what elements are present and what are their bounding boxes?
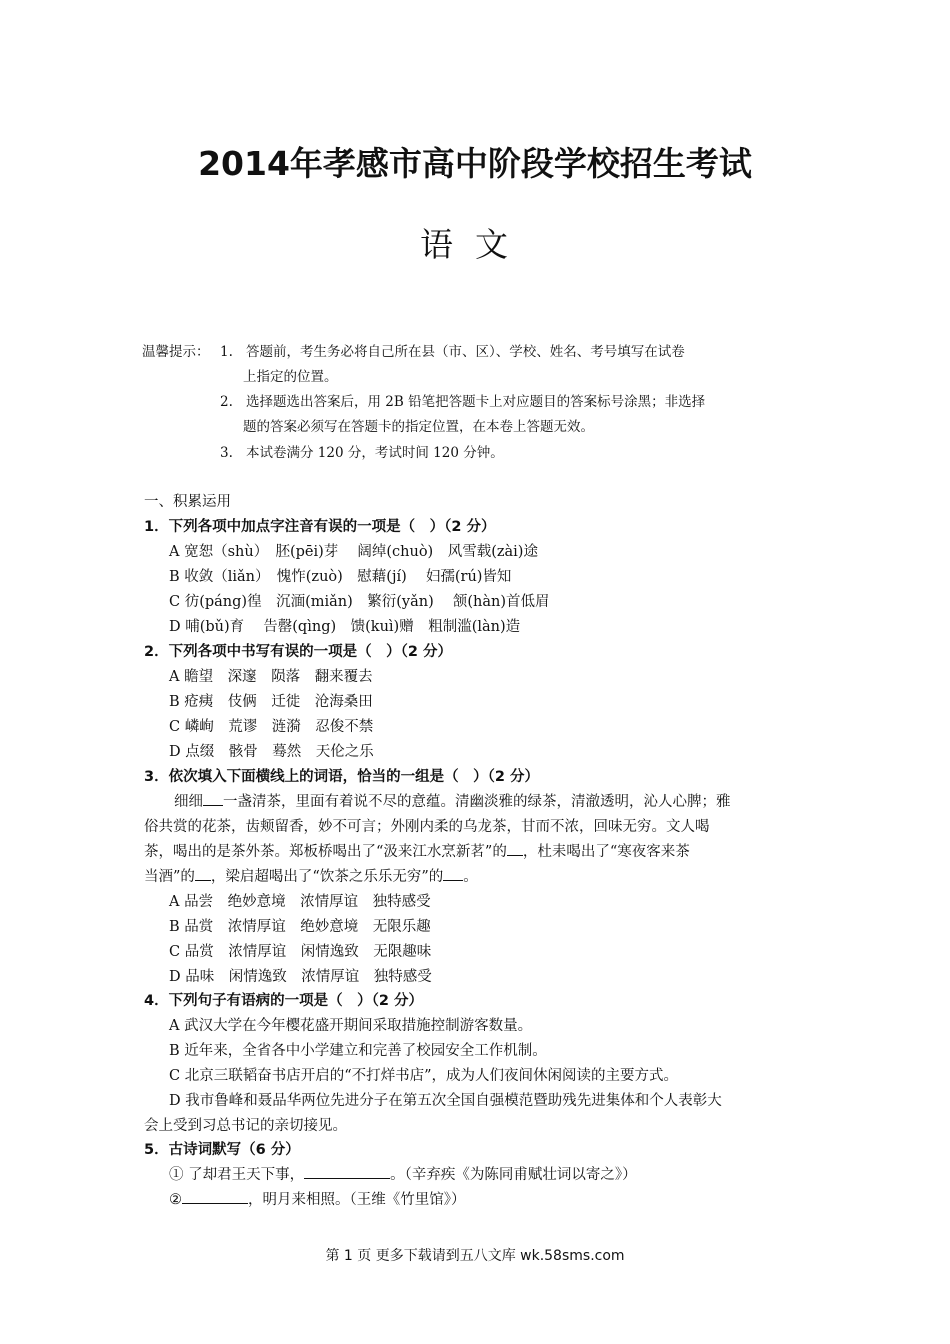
q5-item-post: ，明月来相照。（王维《竹里馆》） xyxy=(248,1192,466,1208)
notice-text: 答题前，考生务必将自己所在县（市、区）、学校、姓名、考号填写在试卷 xyxy=(246,344,685,360)
q3-para-text: ，梁启超喝出了“饮茶之乐乐无穷”的 xyxy=(210,869,444,885)
notice-text: 选择题选出答案后，用 2B 铅笔把答题卡上对应题目的答案标号涂黑；非选择 xyxy=(246,394,706,410)
q5-item-1 xyxy=(169,1163,637,1188)
q5-item-pre: ① 了却君王天下事， xyxy=(169,1167,305,1183)
q4-option-a: A 武汉大学在今年樱花盛开期间采取措施控制游客数量。 xyxy=(169,1018,533,1034)
q4-option-d-cont: 会上受到习总书记的亲切接见。 xyxy=(144,1118,347,1134)
question-2-stem: 2．下列各项中书写有误的一项是（ ）（2 分） xyxy=(144,644,452,660)
q5-item-pre: ② xyxy=(169,1192,182,1208)
question-3-stem: 3．依次填入下面横线上的词语，恰当的一组是（ ）（2 分） xyxy=(144,769,539,785)
fill-blank xyxy=(507,841,523,856)
notice-lead: 温馨提示： xyxy=(142,344,210,360)
q1-option-b: B 收敛（liǎn） 愧怍(zuò) 慰藉(jí) 妇孺(rú)皆知 xyxy=(169,569,512,585)
fill-blank xyxy=(182,1189,248,1204)
notice-num: 2. xyxy=(220,394,233,410)
fill-blank xyxy=(195,866,211,881)
q3-para-line-4 xyxy=(144,865,478,890)
q3-para-line-3 xyxy=(144,840,690,865)
q3-para-text: ，杜耒喝出了“寒夜客来茶 xyxy=(522,844,690,860)
question-5-stem: 5．古诗词默写（6 分） xyxy=(144,1142,300,1158)
q3-para-text: 。 xyxy=(463,869,478,885)
fill-blank xyxy=(304,1164,390,1179)
q5-item-post: 。（辛弃疾《为陈同甫赋壮词以寄之》） xyxy=(390,1167,637,1183)
q1-option-c: C 彷(páng)徨 沉湎(miǎn) 繁衍(yǎn) 颔(hàn)首低眉 xyxy=(169,594,550,610)
q3-option-b: B 品赏 浓情厚谊 绝妙意境 无限乐趣 xyxy=(169,919,431,935)
fill-blank xyxy=(203,791,223,806)
q4-option-d: D 我市鲁峰和聂品华两位先进分子在第五次全国自强模范暨助残先进集体和个人表彰大 xyxy=(169,1093,722,1109)
q1-option-d: D 哺(bǔ)育 告罄(qìng) 馈(kuì)赠 粗制滥(làn)造 xyxy=(169,619,521,635)
q2-option-d: D 点缀 骸骨 蓦然 天伦之乐 xyxy=(169,744,374,760)
fill-blank xyxy=(443,866,463,881)
q3-option-d: D 品味 闲情逸致 浓情厚谊 独特感受 xyxy=(169,969,432,985)
q3-para-start: 细细 xyxy=(174,794,203,810)
q3-option-a: A 品尝 绝妙意境 浓情厚谊 独特感受 xyxy=(169,894,431,910)
q3-option-c: C 品赏 浓情厚谊 闲情逸致 无限趣味 xyxy=(169,944,432,960)
question-4-stem: 4．下列句子有语病的一项是（ ）（2 分） xyxy=(144,993,423,1009)
notice-num: 1. xyxy=(220,344,233,360)
q3-para-text: 当酒”的 xyxy=(144,869,195,885)
notice-cont: 上指定的位置。 xyxy=(243,369,338,385)
q5-item-2 xyxy=(169,1188,466,1213)
notice-text: 本试卷满分 120 分，考试时间 120 分钟。 xyxy=(246,445,504,461)
notice-num: 3. xyxy=(220,445,233,461)
q2-option-c: C 嶙峋 荒谬 涟漪 忍俊不禁 xyxy=(169,719,374,735)
q3-para-text: 一盏清茶，里面有着说不尽的意蕴。清幽淡雅的绿茶，清澈透明，沁人心脾；雅 xyxy=(223,794,731,810)
notice-cont: 题的答案必须写在答题卡的指定位置，在本卷上答题无效。 xyxy=(243,419,594,435)
q1-option-a: A 宽恕（shù） 胚(pēi)芽 阔绰(chuò) 风雪载(zài)途 xyxy=(169,544,538,560)
section-title: 一、积累运用 xyxy=(144,494,231,510)
q3-para-line-1 xyxy=(174,790,731,815)
exam-title: 2014年孝感市高中阶段学校招生考试 xyxy=(198,144,752,183)
q4-option-b: B 近年来，全省各中小学建立和完善了校园安全工作机制。 xyxy=(169,1043,547,1059)
q3-para-line-2: 俗共赏的花茶，齿颊留香，妙不可言；外刚内柔的乌龙茶，甘而不浓，回味无穷。文人喝 xyxy=(144,819,710,835)
q3-para-text: 茶，喝出的是茶外茶。郑板桥喝出了“汲来江水烹新茗”的 xyxy=(144,844,507,860)
q4-option-c: C 北京三联韬奋书店开启的“不打烊书店”，成为人们夜间休闲阅读的主要方式。 xyxy=(169,1068,679,1084)
q2-option-a: A 瞻望 深邃 陨落 翻来覆去 xyxy=(169,669,373,685)
q2-option-b: B 疮痍 伎俩 迁徙 沧海桑田 xyxy=(169,694,373,710)
subject-title: 语文 xyxy=(420,225,530,264)
question-1-stem: 1．下列各项中加点字注音有误的一项是（ ）（2 分） xyxy=(144,519,496,535)
page-footer: 第 1 页 更多下载请到五八文库 wk.58sms.com xyxy=(325,1248,625,1264)
